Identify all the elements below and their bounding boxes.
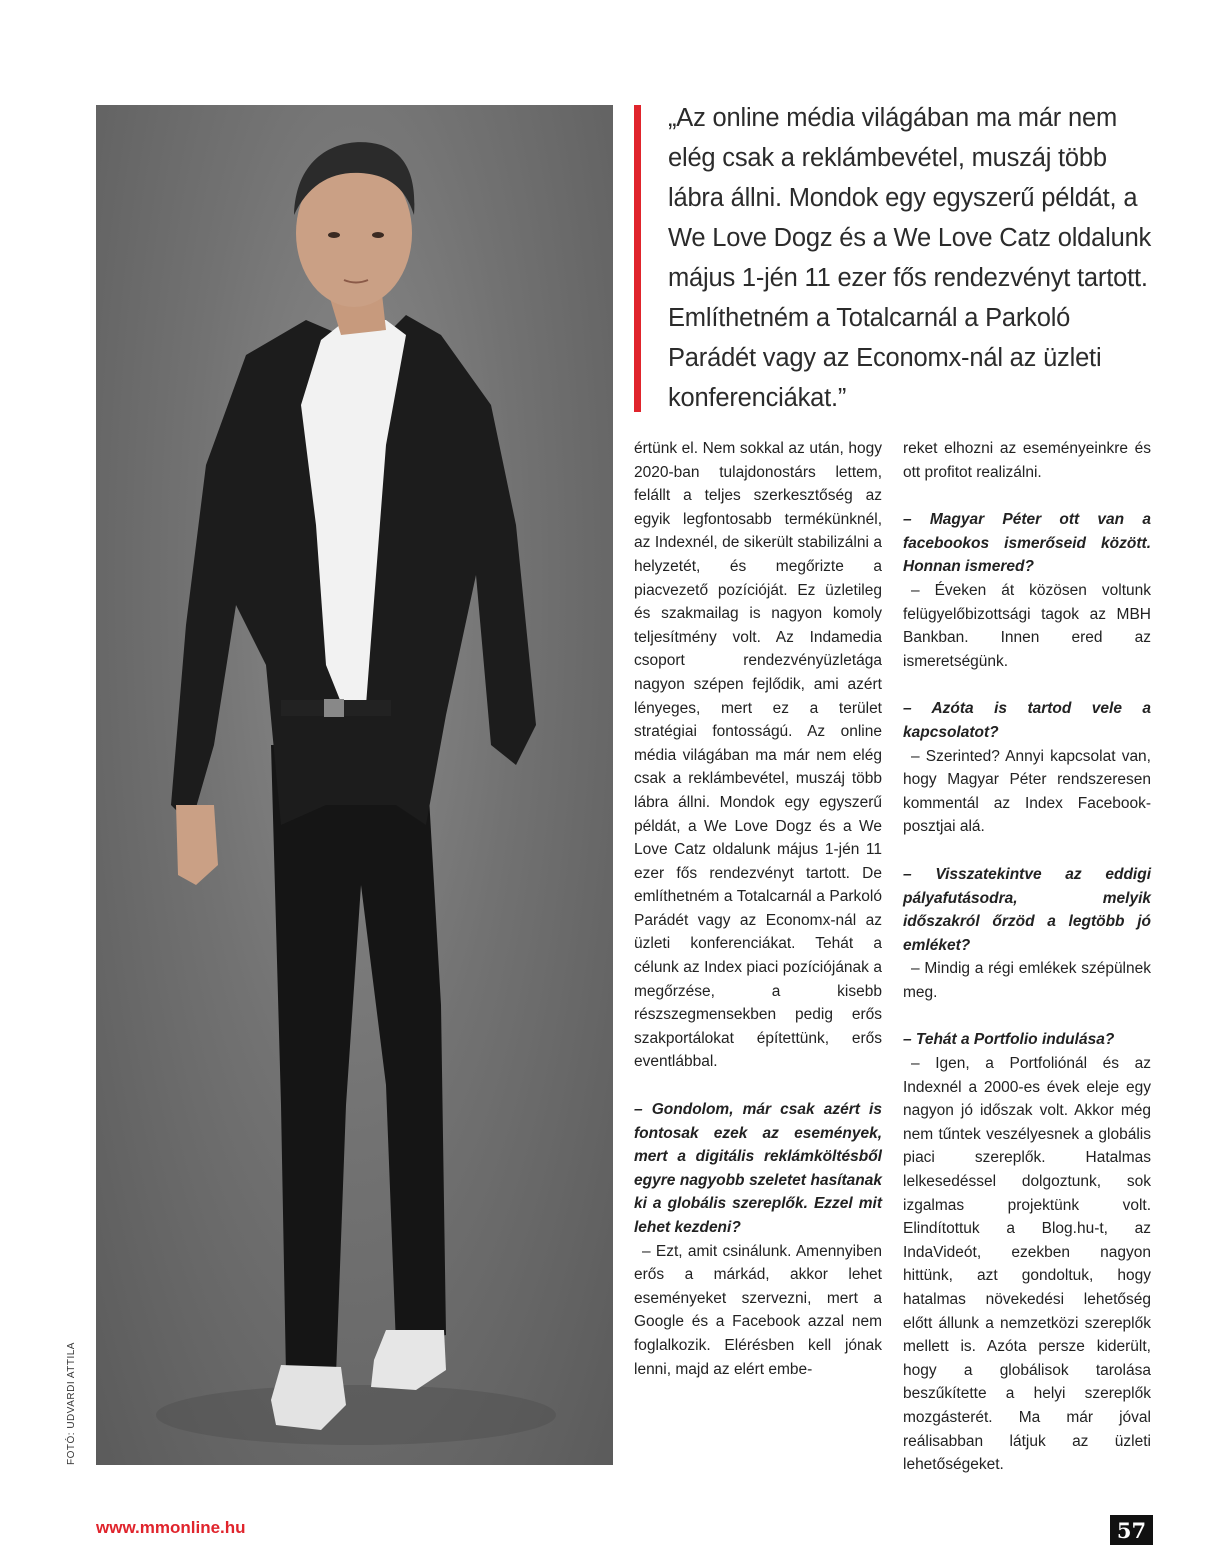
interview-question: – Gondolom, már csak azért is fontosak ezek az események, mert a digitális reklámköltésből egyre nagyobb szeletet hasítanak ki a globális szereplők. Ezzel mit lehet kezdeni? xyxy=(634,1101,882,1236)
interview-question: – Visszatekintve az eddigi pályafutásodra, melyik időszakról őrzöd a legtöbb jó emléket? xyxy=(903,865,1151,954)
photo-credit: FOTÓ: UDVARDI ATTILA xyxy=(66,1342,77,1465)
interview-answer: – Ezt, amit csinálunk. Amennyiben erős a márkád, akkor lehet eseményeket szervezni, mert a Google és a Facebook azzal nem foglalkozik. Elérésben kell jónak lenni, majd az elért embe- xyxy=(634,1242,882,1378)
interview-question: – Magyar Péter ott van a facebookos ismerőseid között. Honnan ismered? xyxy=(903,511,1151,576)
footer-website-link[interactable]: www.mmonline.hu xyxy=(96,1518,246,1537)
body-paragraph: reket elhozni az eseményeinkre és ott profitot realizálni. xyxy=(903,440,1151,481)
interview-question: – Azóta is tartod vele a kapcsolatot? xyxy=(903,700,1151,741)
quote-accent-bar xyxy=(634,105,641,412)
body-paragraph: értünk el. Nem sokkal az után, hogy 2020-ban tulajdonostárs lettem, felállt a teljes szerkesztőség az egyik legfontosabb termékünknél, az Indexnél, de sikerült stabilizálni a helyzetét, és megőrizte a piacvezető pozícióját. Ez üzletileg és szakmailag is nagyon komoly teljesítmény volt. Az Indamedia csoport rendezvényüzletága nagyon szépen fejlődik, ami azért lényeges, mert ez a terület stratégiai fontosságú. Az online média világában ma már nem elég csak a reklámbevétel, muszáj több lábra állni. Mondok egy egyszerű példát, a We Love Dogz és a We Love Catz oldalunk május 1-jén 11 ezer fős rendezvényt tartott. De említhetném a Totalcarnál a Parkoló Parádét vagy az Economx-nál az üzleti konferenciákat. Tehát a célunk az Index piaci pozíciójának a megőrzése, a kisebb részszegmensekben pedig erős szakportálokat építettünk, erős eventlábbal. xyxy=(634,440,882,1071)
interview-question: – Tehát a Portfolio indulása? xyxy=(903,1031,1115,1049)
interview-answer: – Éveken át közösen voltunk felügyelőbizottsági tagok az MBH Bankban. Innen ered az ismeretségünk. xyxy=(903,581,1151,670)
interview-answer: – Mindig a régi emlékek szépülnek meg. xyxy=(903,960,1151,1001)
interview-answer: – Igen, a Portfoliónál és az Indexnél a 2000-es évek eleje egy nagyon jó időszak volt. Akkor még nem tűntek veszélyesnek a globális piaci szereplők. Hatalmas lelkesedéssel dolgoztunk, sok izgalmas projektünk volt. Elindítottuk a Blog.hu-t, az IndaVideót, ezekben nagyon hittünk, azt gondoltuk, hogy hatalmas növekedési lehetőség előtt állunk a nemzetközi szereplők mellett is. Azóta persze kiderült, hogy a globálisok tarolása beszűkítette a helyi szereplők mozgásterét. Ma már jóval reálisabban látjuk az üzleti lehetőségeket. xyxy=(903,1055,1151,1474)
article-column-right xyxy=(903,437,1151,1477)
page-number: 57 xyxy=(1110,1515,1153,1545)
interview-answer: – Szerinted? Annyi kapcsolat van, hogy Magyar Péter rendszeresen kommentál az Index Facebook-posztjai alá. xyxy=(903,747,1151,836)
portrait-photo xyxy=(96,105,613,1465)
pull-quote: „Az online média világában ma már nem elég csak a reklámbevétel, muszáj több lábra állni. Mondok egy egyszerű példát, a We Love Dogz és a We Love Catz oldalunk május 1-jén 11 ezer fős rendezvényt tartott. Említhetném a Totalcarnál a Parkoló Parádét vagy az Economx-nál az üzleti konferenciákat.” xyxy=(668,104,1152,412)
man-in-suit-illustration xyxy=(96,105,613,1465)
article-column-left xyxy=(634,437,882,1381)
